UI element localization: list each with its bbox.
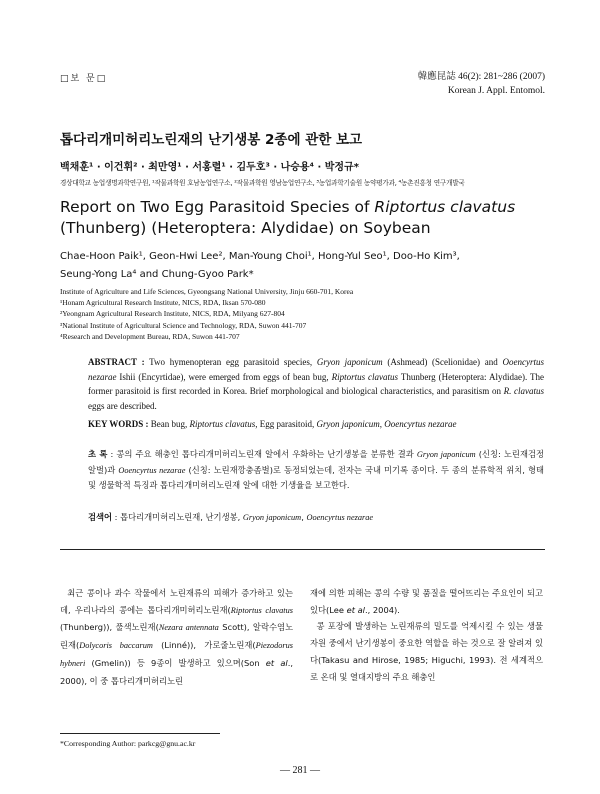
journal-citation: 韓應昆誌 46(2): 281~286 (2007) [417,72,545,82]
species-name: Dolycoris baccarum [79,641,153,651]
section-divider [60,549,545,550]
korean-title: 톱다리개미허리노린재의 난기생봉 2종에 관한 보고 [60,132,363,148]
species-name: Piezodorus hybneri [60,641,293,668]
keywords-label: KEY WORDS : [88,419,149,429]
species-name: R. clavatus [503,386,544,397]
abstract-text: (Ashmead) (Scelionidae) and [382,357,503,367]
body-text: 재에 의한 피해는 콩의 수량 및 품질을 떨어뜨리는 주요인이 되고 있다(Lee [310,588,543,615]
authors-line-2: Seung-Yong La⁴ and Chung-Gyoo Park* [60,269,254,280]
species-name: Riptortus clavatus [189,419,256,429]
et-al: et al [265,657,288,668]
korean-abstract-text: (신칭: 노린재검정알벌)과 [88,449,544,475]
body-text: Scott), 알락수염노린재( [60,622,294,651]
title-part-2: (Thunberg) (Heteroptera: Alydidae) on Soybean [60,219,431,237]
page-number: — 281 — [280,765,320,776]
keywords-text: , Egg parasitoid, [255,419,317,429]
species-name: Ooencyrtus nezarae [118,465,186,475]
korean-keywords-label: 검색어 [88,512,113,522]
korean-authors: 백채훈¹ · 이건휘² · 최만영¹ · 서홍렬¹ · 김두호³ · 나승용⁴ · 박정규* [60,162,359,173]
keywords-text: , [379,419,385,429]
korean-keywords [88,511,544,523]
abstract-text: Two hymenopteran egg parasitoid species, [144,357,317,367]
footnote-divider [60,733,220,734]
korean-abstract-label: 초 록 [88,449,108,459]
body-text: (Thunberg)), 풀색노린재( [60,622,159,633]
affiliation-2: ²Yeongnam Agricultural Research Institute, NICS, RDA, Milyang 627-804 [60,309,285,319]
english-affiliations [60,286,560,342]
et-al: et al [346,604,365,615]
affiliation-1: ¹Honam Agricultural Research Institute, NICS, RDA, Iksan 570-080 [60,298,266,308]
korean-keywords-text: : 톱다리개미허리노린재, 난기생봉, [112,512,243,522]
body-text: (Gmelin)) 등 9종이 발생하고 있으며(Son [85,657,266,668]
abstract [88,355,544,413]
species-name: Gryon japonicum [316,419,380,429]
affiliation-3: ³National Institute of Agricultural Science and Technology, RDA, Suwon 441-707 [60,320,307,330]
body-text: 콩 포장에 발생하는 노린재류의 밀도를 억제시킬 수 있는 생물자원 중에서 난기생봉이 중요한 역할을 하는 것으로 잘 알려져 있다(Takasu and Hirose, 1985; Higuchi, 1993). 전 세계적으로 온대 및 열대지방의 주요 해충인 [310,621,543,682]
species-name: Riptortus clavatus [230,605,293,615]
species-name: Ooencyrtus nezarae [384,419,457,429]
body-paragraph-1 [310,585,543,618]
keywords-text: Bean bug, [148,419,190,429]
species-name: Ooencyrtus nezarae [88,357,544,382]
korean-abstract-text: : 콩의 주요 해충인 톱다리개미허리노린재 알에서 우화하는 난기생봉을 분류한 결과 [107,449,417,459]
body-text: ., 2004). [364,604,400,615]
abstract-text: eggs are described. [88,400,157,411]
affiliation-4: ⁴Research and Development Bureau, RDA, Suwon 441-707 [60,331,240,341]
abstract-text: Thunberg (Heteroptera: Alydidae). The former parasitoid is first recorded in Korea. Brief morphological and biological characteristics, and parasitism on [88,371,544,397]
species-name: Gryon japonicum [242,513,302,522]
english-title [60,197,560,239]
abstract-text: Ishii (Encyrtidae), were emerged from eggs of bean bug, [116,371,332,382]
korean-abstract [88,447,544,493]
affiliation-0: Institute of Agriculture and Life Sciences, Gyeongsang National University, Jinju 660-701, Korea [60,287,354,296]
korean-abstract-text: (신칭: 노린재깡충좀벌)로 동정되었는데, 전자는 국내 미기록 종이다. 두 종의 분류학적 위치, 형태 및 생물학적 특징과 톱다리개미허리노린재 알에 대한 기생율을 보고한다. [88,464,544,491]
english-authors [60,248,560,284]
abstract-label: ABSTRACT : [88,357,145,367]
species-name: Gryon japonicum [416,450,476,459]
species-name: Nezara antennata [158,623,219,633]
title-species: Riptortus clavatus [374,198,516,216]
section-label: □보 문□ [60,74,108,84]
corresponding-author-footnote: *Corresponding Author: parkcg@gnu.ac.kr [60,739,196,748]
body-column-left [60,585,293,689]
korean-affiliations: 경상대학교 농업생명과학연구원, ¹작물과학원 호남농업연구소, ²작물과학원 영남농업연구소, ³농업과학기술원 농약평가과, ⁴농촌진흥청 연구개발국 [60,179,465,187]
body-text: 최근 콩이나 과수 작물에서 노린재류의 피해가 증가하고 있는데, 우리나라의 콩에는 톱다리개미허리노린재( [60,588,293,615]
body-text: ., 2000), 이 중 톱다리개미허리노린 [60,657,293,686]
journal-name: Korean J. Appl. Entomol. [447,86,545,96]
authors-line-1: Chae-Hoon Paik¹, Geon-Hwi Lee², Man-Young Choi¹, Hong-Yul Seo¹, Doo-Ho Kim³, [60,251,460,262]
body-text: (Linné)), 가로줄노린재( [152,640,256,651]
species-name: Gryon japonicum [316,357,383,367]
journal-header [418,70,545,98]
title-part-1: Report on Two Egg Parasitoid Species of [60,198,375,216]
korean-keywords-text: , [301,512,307,522]
body-paragraph-2 [310,618,543,685]
species-name: Ooencyrtus nezarae [306,513,374,522]
species-name: Riptortus clavatus [331,371,399,382]
body-column-right [310,585,543,685]
keywords [88,419,544,429]
